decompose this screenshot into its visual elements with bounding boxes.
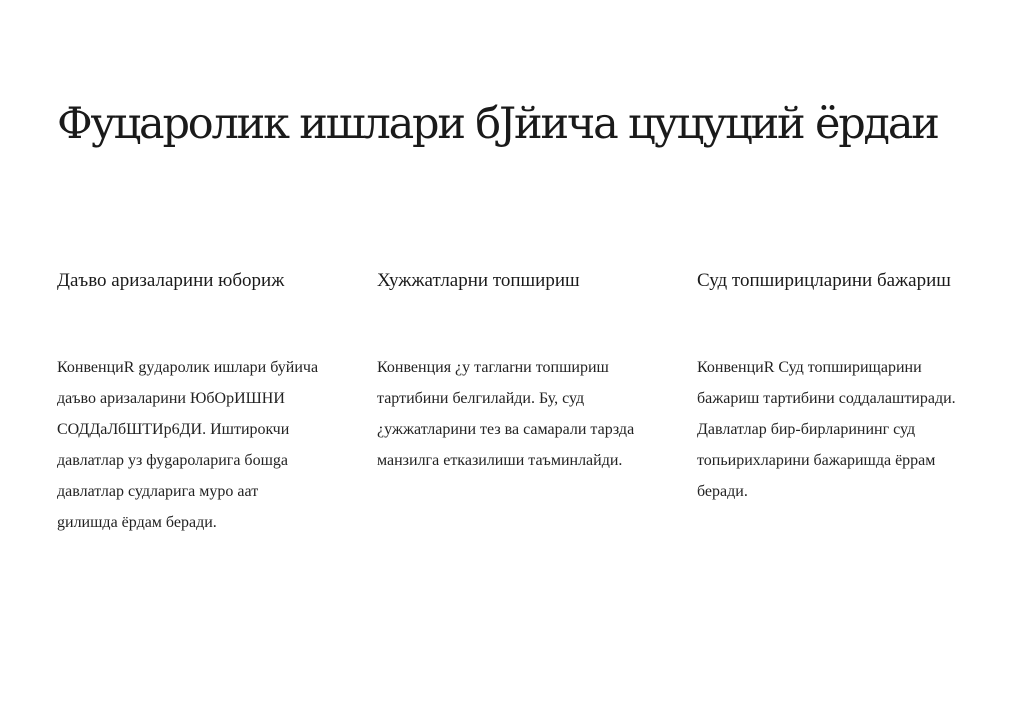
column-heading: Суд топширицларини бажариш (697, 270, 951, 291)
column-heading: Даъво аризаларини юбориж (57, 270, 285, 291)
column-heading: Хужжатларни топшириш (377, 270, 580, 291)
column-body: КонвенциR Суд топширищарини бажариш тартибини соддалаштиради. Давлатлар бир-бирларининг суд топьирихларини бажаришда ёррам беради. (697, 359, 956, 500)
slide-title: Фуцаролик ишлари бЈйича цуцуций ёрдаи (57, 99, 938, 149)
column-court-requests (697, 266, 977, 507)
column-body: Конвенция ¿у таглarни топшириш тартибини белгилайди. Бу, суд ¿ужжатларини тез ва самарали тарзда манзилга етказилиши таъминлайди. (377, 359, 635, 469)
column-lawsuit-submission (57, 266, 337, 538)
column-document-service (377, 266, 657, 476)
column-body: КонвенциR gyдаролик ишлари буйича даъво аризаларини ЮбОрИШНИ СОДДаЛбШТИр6ДИ. Иштирокчи давлатлар уз фуgароларига бошgа давлатлар судларига муро аат gилишда ёрдам беради. (57, 359, 319, 531)
